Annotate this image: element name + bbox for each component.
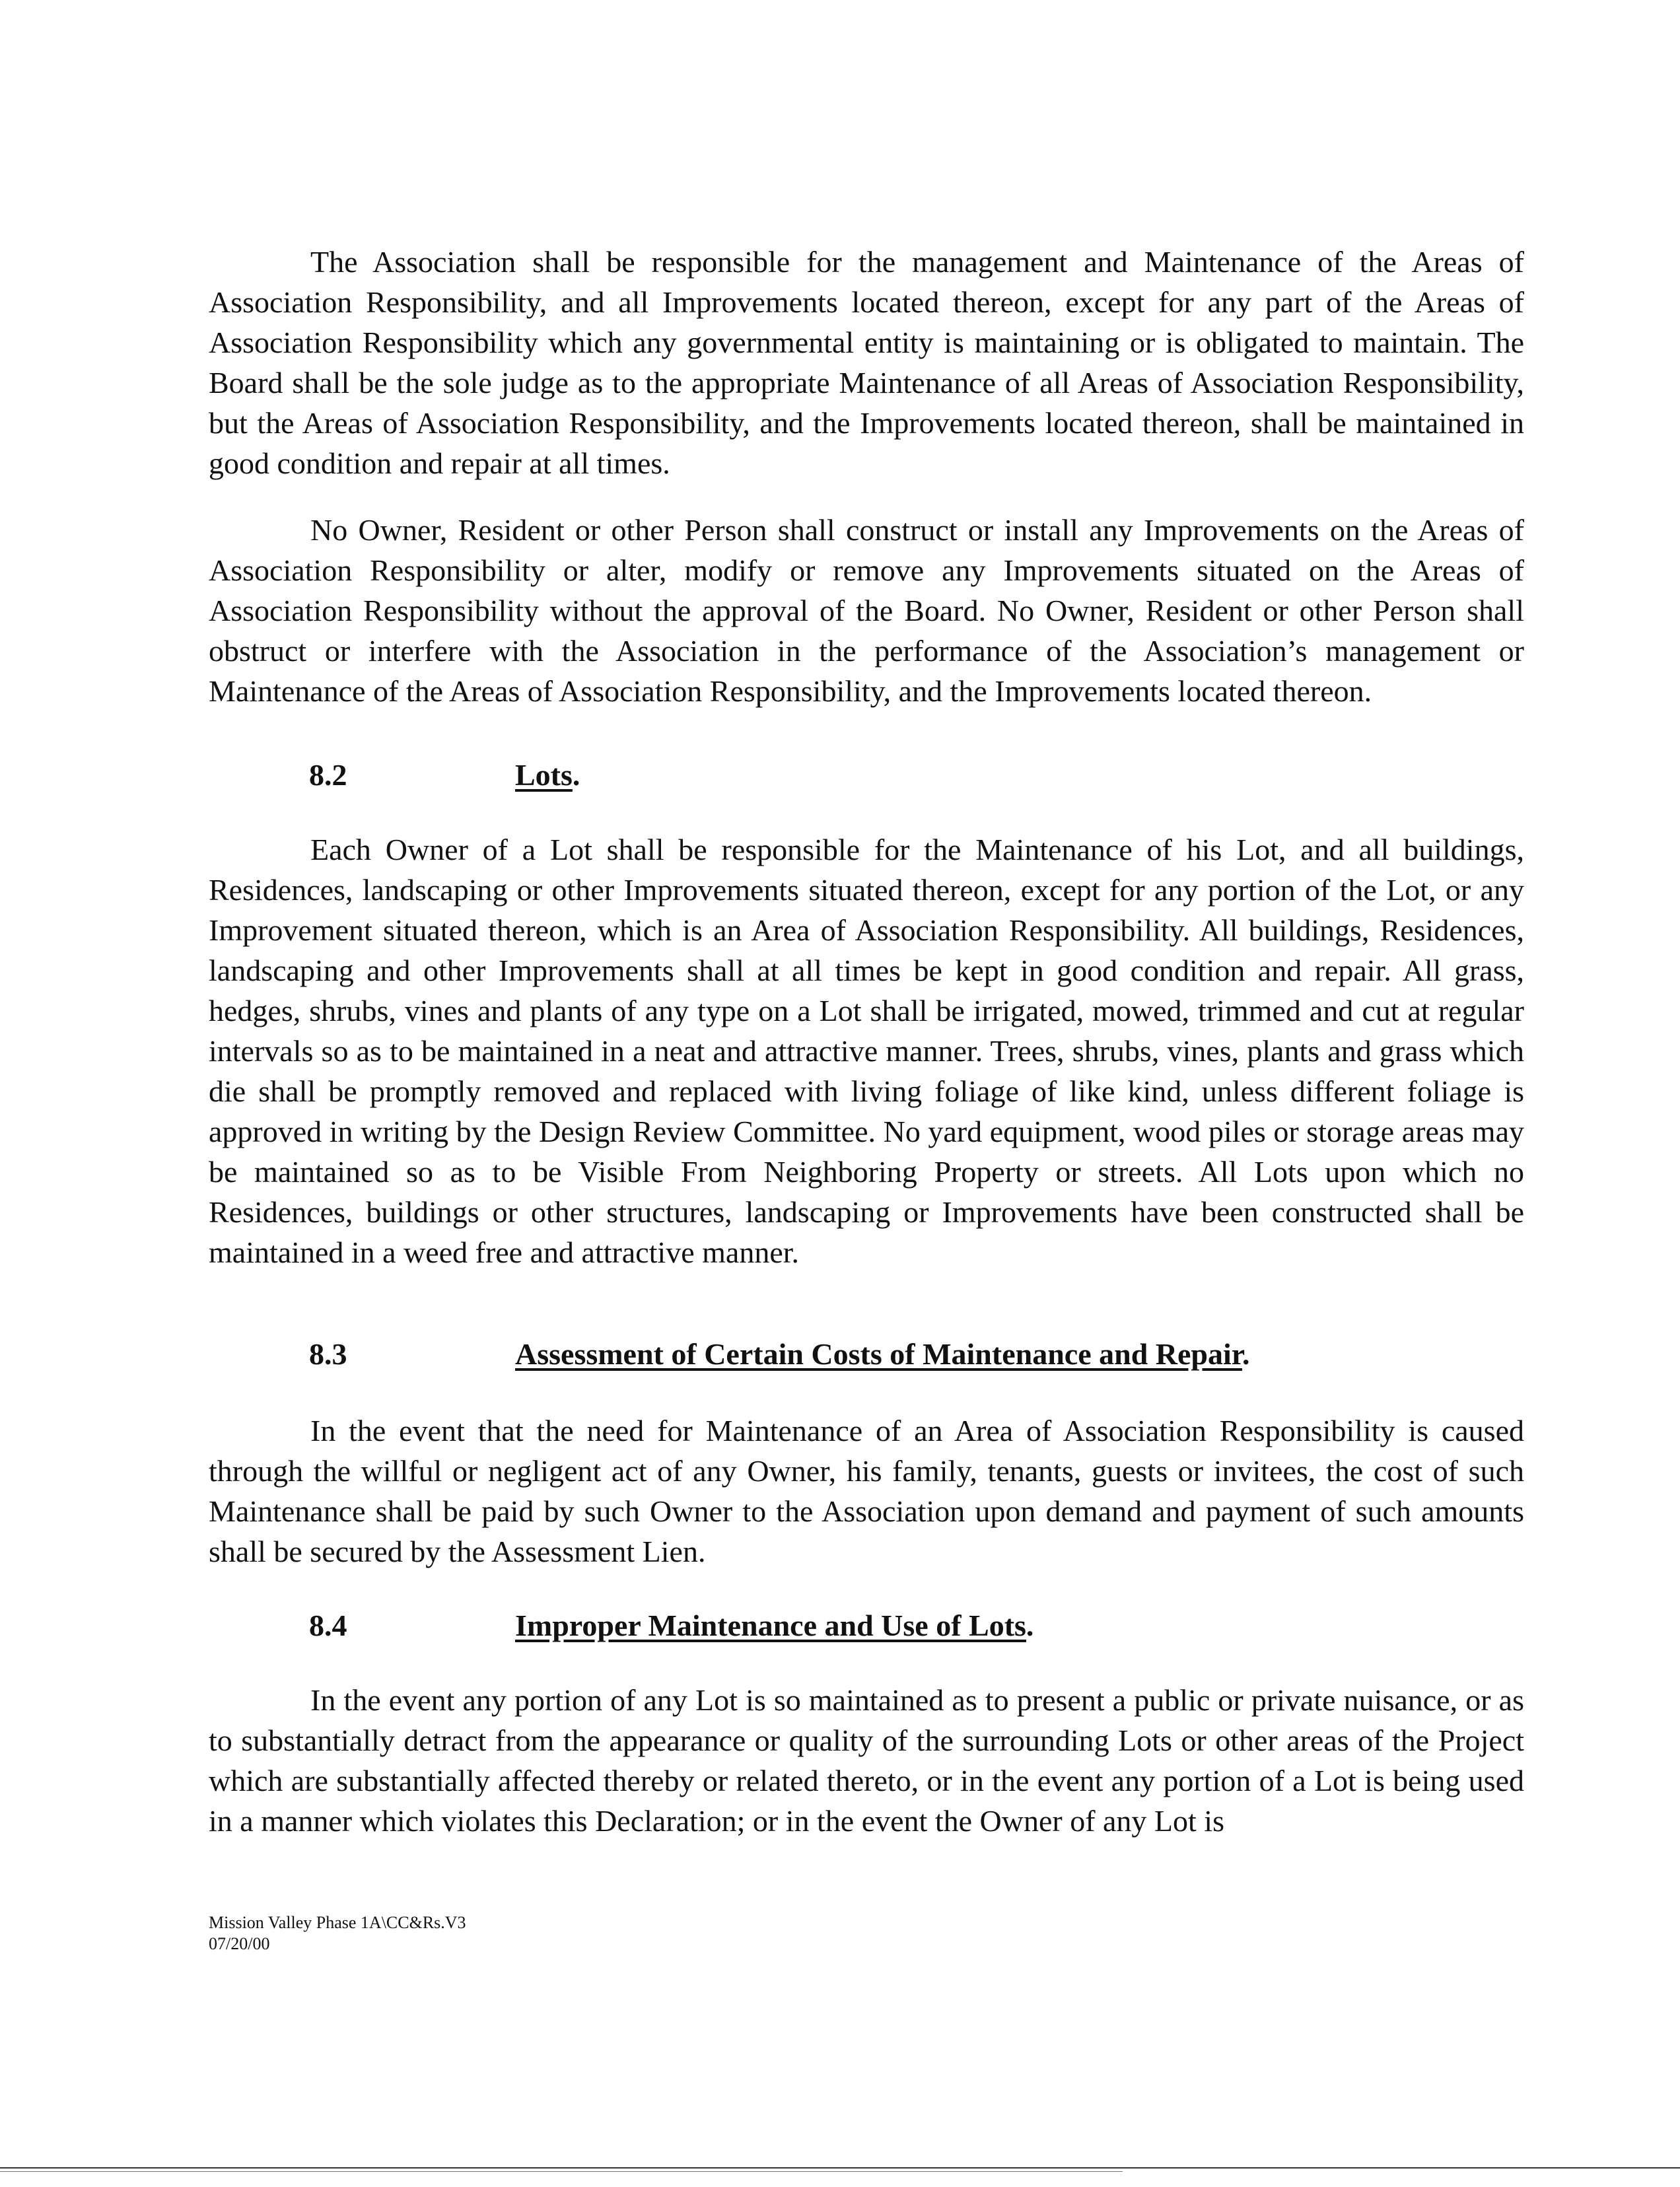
paragraph-lot-maintenance: Each Owner of a Lot shall be responsible for the Maintenance of his Lot, and all buildings, Residences, landscaping or other Improvements situated thereon, except for any portion of the Lot, or any Improvement situated thereon, which is an Area of Association Responsibility. All buildings, Residences, landscaping and other Improvements shall at all times be kept in good condition and repair. All grass, hedges, shrubs, vines and plants of any type on a Lot shall be irrigated, mowed, trimmed and cut at regular intervals so as to be maintained in a neat and attractive manner. Trees, shrubs, vines, plants and grass which die shall be promptly removed and replaced with living foliage of like kind, unless different foliage is approved in writing by the Design Review Committee. No yard equipment, wood piles or storage areas may be maintained so as to be Visible From Neighboring Property or streets. All Lots upon which no Residences, buildings or other structures, landscaping or Improvements have been constructed shall be maintained in a weed free and attractive manner. xyxy=(209,833,1524,1269)
section-title-suffix: . xyxy=(572,758,580,792)
bottom-scan-edge xyxy=(0,2167,1680,2169)
section-number: 8.3 xyxy=(309,1337,347,1371)
section-heading-8-3 xyxy=(309,1334,1249,1374)
section-number: 8.2 xyxy=(309,758,347,792)
section-title-suffix: . xyxy=(1026,1609,1034,1642)
section-title: Improper Maintenance and Use of Lots xyxy=(515,1609,1026,1642)
section-title: Lots xyxy=(515,758,573,792)
section-heading-8-2 xyxy=(309,755,580,795)
section-title-suffix: . xyxy=(1242,1337,1250,1371)
paragraph-association-maintenance: The Association shall be responsible for the management and Maintenance of the Areas of Association Responsibility, and all Improvements located thereon, except for any part of the Areas of Association Responsibility which any governmental entity is maintaining or is obligated to maintain. The Board shall be the sole judge as to the appropriate Maintenance of all Areas of Association Responsibility, but the Areas of Association Responsibility, and the Improvements located thereon, shall be maintained in good condition and repair at all times. xyxy=(209,245,1524,480)
paragraph-assessment-costs: In the event that the need for Maintenance of an Area of Association Responsibility is caused through the willful or negligent act of any Owner, his family, tenants, guests or invitees, the cost of such Maintenance shall be paid by such Owner to the Association upon demand and payment of such amounts shall be secured by the Assessment Lien. xyxy=(209,1414,1524,1568)
paragraph-improper-maintenance: In the event any portion of any Lot is so maintained as to present a public or private nuisance, or as to substantially detract from the appearance or quality of the surrounding Lots or other areas of the Project which are substantially affected thereby or related thereto, or in the event any portion of a Lot is being used in a manner which violates this Declaration; or in the event the Owner of any Lot is xyxy=(209,1683,1524,1838)
section-number: 8.4 xyxy=(309,1609,347,1642)
section-heading-8-4 xyxy=(309,1605,1033,1646)
footer-file-path: Mission Valley Phase 1A\CC&Rs.V3 xyxy=(209,1913,466,1932)
paragraph-owner-restrictions: No Owner, Resident or other Person shall construct or install any Improvements on the Areas of Association Responsibility or alter, modify or remove any Improvements situated on the Areas of Association Responsibility without the approval of the Board. No Owner, Resident or other Person shall obstruct or interfere with the Association in the performance of the Association’s management or Maintenance of the Areas of Association Responsibility, and the Improvements located thereon. xyxy=(209,513,1524,708)
document-footer xyxy=(209,1912,466,1955)
footer-date: 07/20/00 xyxy=(209,1934,270,1953)
bottom-scan-edge-secondary xyxy=(0,2171,1123,2172)
section-title: Assessment of Certain Costs of Maintenance and Repair xyxy=(515,1337,1242,1371)
